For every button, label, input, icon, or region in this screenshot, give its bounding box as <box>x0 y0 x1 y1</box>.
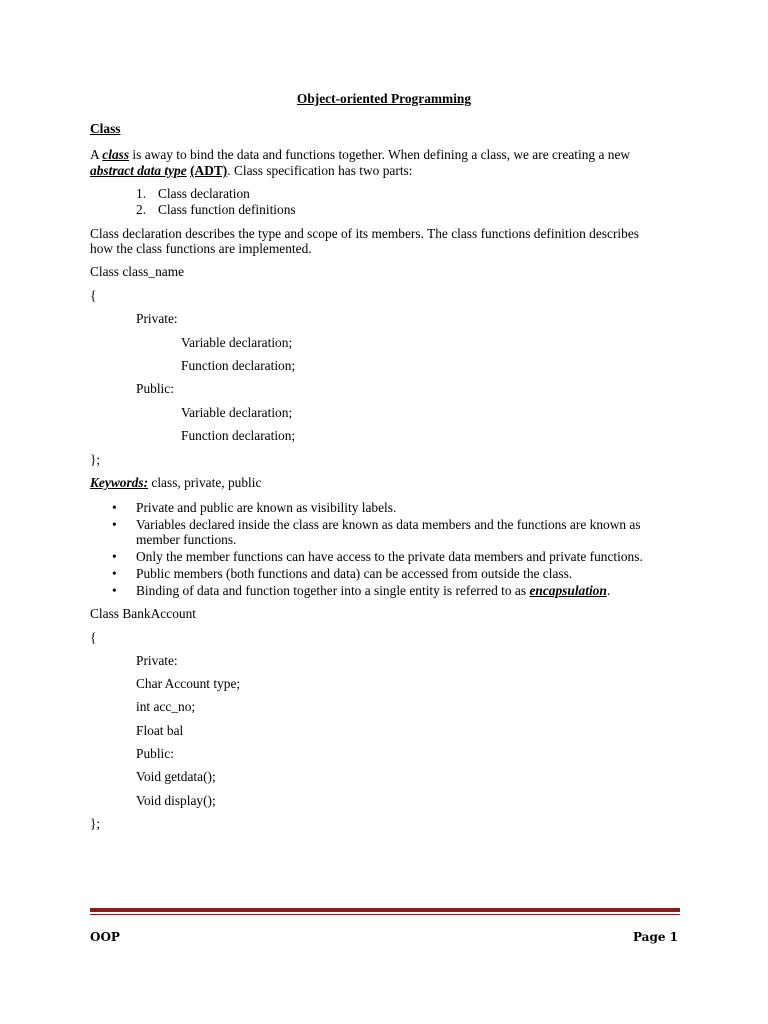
bullet-dot: • <box>112 549 117 564</box>
term-abstract-data-type: abstract data type <box>90 163 187 178</box>
example-line: Private: <box>136 653 178 668</box>
syntax-open-brace: { <box>90 288 97 303</box>
footer-rule-thick <box>90 908 680 912</box>
keywords-line <box>90 475 261 491</box>
list-item: Class declaration <box>158 186 250 201</box>
keywords-label: Keywords: <box>90 475 149 490</box>
footer-left-label: OOP <box>90 930 120 944</box>
example-open-brace: { <box>90 630 97 645</box>
term-adt: (ADT) <box>190 163 228 178</box>
bullet-text: . <box>606 583 611 598</box>
example-line: Public: <box>136 746 174 761</box>
syntax-line: Variable declaration; <box>181 405 293 420</box>
term-class: class <box>102 147 130 162</box>
example-line: Void getdata(); <box>136 769 216 784</box>
syntax-line: Function declaration; <box>181 428 296 443</box>
syntax-line: Function declaration; <box>181 358 296 373</box>
footer-page-number: Page 1 <box>632 930 678 944</box>
syntax-public-label: Public: <box>136 381 174 396</box>
syntax-private-label: Private: <box>136 311 178 326</box>
bullet-dot: • <box>112 517 117 532</box>
bullet-item: Variables declared inside the class are known as data members and the functions are known as <box>136 517 641 532</box>
bullet-dot: • <box>112 566 117 581</box>
example-close-brace: }; <box>90 816 101 831</box>
example-line: Char Account type; <box>136 676 241 691</box>
example-line: Float bal <box>136 723 184 738</box>
bullet-dot: • <box>112 583 117 598</box>
intro-text: . Class specification has two parts: <box>227 163 413 178</box>
term-encapsulation: encapsulation <box>529 583 607 598</box>
page-title: Object-oriented Programming <box>296 91 472 106</box>
intro-line-1 <box>90 147 630 163</box>
description-line: Class declaration describes the type and scope of its members. The class functions definition describes <box>90 226 639 241</box>
bullet-item-continuation: member functions. <box>136 532 237 547</box>
list-number: 2. <box>136 202 147 217</box>
section-heading-class: Class <box>90 121 121 136</box>
list-number: 1. <box>136 186 147 201</box>
list-item: Class function definitions <box>158 202 296 217</box>
bullet-item: Public members (both functions and data) can be accessed from outside the class. <box>136 566 573 581</box>
intro-text: is away to bind the data and functions together. When defining a class, we are creating a new <box>129 147 631 162</box>
bullet-text: Binding of data and function together into a single entity is referred to as <box>136 583 530 598</box>
bullet-item-encapsulation <box>136 583 610 599</box>
syntax-line: Variable declaration; <box>181 335 293 350</box>
example-line: int acc_no; <box>136 699 196 714</box>
bullet-item: Only the member functions can have access to the private data members and private functions. <box>136 549 643 564</box>
bullet-item: Private and public are known as visibility labels. <box>136 500 397 515</box>
intro-text: A <box>90 147 103 162</box>
description-line: how the class functions are implemented. <box>90 241 312 256</box>
example-line: Void display(); <box>136 793 216 808</box>
example-header: Class BankAccount <box>90 606 196 621</box>
bullet-dot: • <box>112 500 117 515</box>
footer-rule-thin <box>90 914 680 915</box>
intro-line-2 <box>90 163 412 179</box>
keywords-text: class, private, public <box>148 475 262 490</box>
syntax-header: Class class_name <box>90 264 185 279</box>
syntax-close-brace: }; <box>90 452 101 467</box>
